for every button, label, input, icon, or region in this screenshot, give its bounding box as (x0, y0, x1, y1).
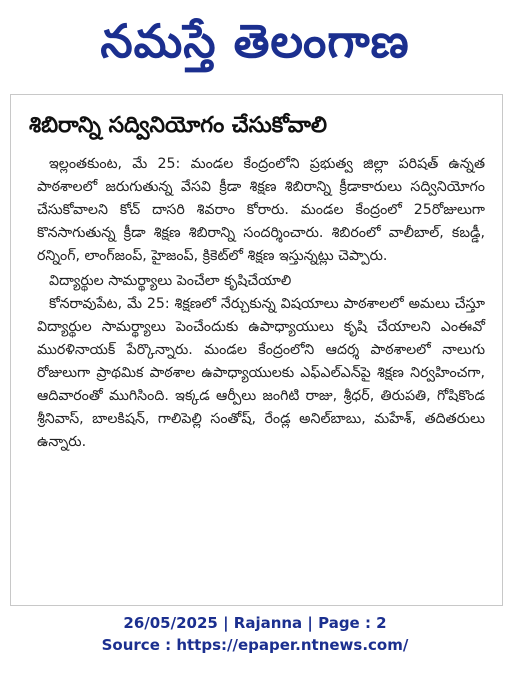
clipping-bottom-edge (29, 589, 469, 606)
footer-date-edition-page: 26/05/2025 | Rajanna | Page : 2 (123, 614, 387, 632)
article-paragraph-2: కోనరావుపేట, మే 25: శిక్షణలో నేర్చుకున్న విషయాలు పాఠశాలలో అమలు చేస్తూ విద్యార్థుల సామర్థ్యాలు పెంచేందుకు ఉపాధ్యాయులు కృషి చేయాలని ఎంఈవో మురళినాయక్ పేర్కొన్నారు. మండల కేంద్రంలోని ఆదర్శ పాఠశాలలో నాలుగు రోజులుగా ప్రాథమిక పాఠశాల ఉపాధ్యాయులకు ఎఫ్‌ఎల్‌ఎన్‌పై శిక్షణ నిర్వహించగా, ఆదివారంతో ముగిసింది. ఇక్కడ ఆర్పీలు జంగిటి రాజు, శ్రీధర్, తిరుపతి, గోషికొండ శ్రీనివాస్, బాలకిషన్, గాలిపెల్లి సంతోష్, రేండ్ల అనిల్‌బాబు, మహేశ్, తదితరులు ఉన్నారు. (37, 296, 485, 450)
masthead (0, 0, 510, 82)
clipping-footer (0, 612, 510, 656)
news-clipping (10, 94, 503, 606)
article-body (37, 153, 485, 454)
article-paragraph-1: ఇల్లంతకుంట, మే 25: మండల కేంద్రంలోని ప్రభుత్వ జిల్లా పరిషత్ ఉన్నత పాఠశాలలో జరుగుతున్న వేసవి క్రీడా శిక్షణ శిబిరాన్ని క్రీడాకారులు సద్వినియోగం చేసుకోవాలని కోచ్ దాసరి శివరాం కోరారు. మండల కేంద్రంలో 25రోజులుగా కొనసాగుతున్న క్రీడా శిక్షణ శిబిరాన్ని సందర్శించారు. శిబిరంలో వాలీబాల్, కబడ్డీ, రన్నింగ్, లాంగ్‌జంప్, హైజంప్, క్రికెట్‌లో శిక్షణ ఇస్తున్నట్లు చెప్పారు. (37, 156, 485, 264)
article-headline: శిబిరాన్ని సద్వినియోగం చేసుకోవాలి (29, 113, 328, 138)
footer-source: Source : https://epaper.ntnews.com/ (101, 636, 409, 654)
clipping-top-edge (51, 94, 311, 102)
newspaper-logo: నమస్తే తెలంగాణ (100, 14, 410, 68)
article-subheading: విద్యార్థుల సామర్థ్యాలు పెంచేలా కృషిచేయాలి (49, 273, 292, 289)
